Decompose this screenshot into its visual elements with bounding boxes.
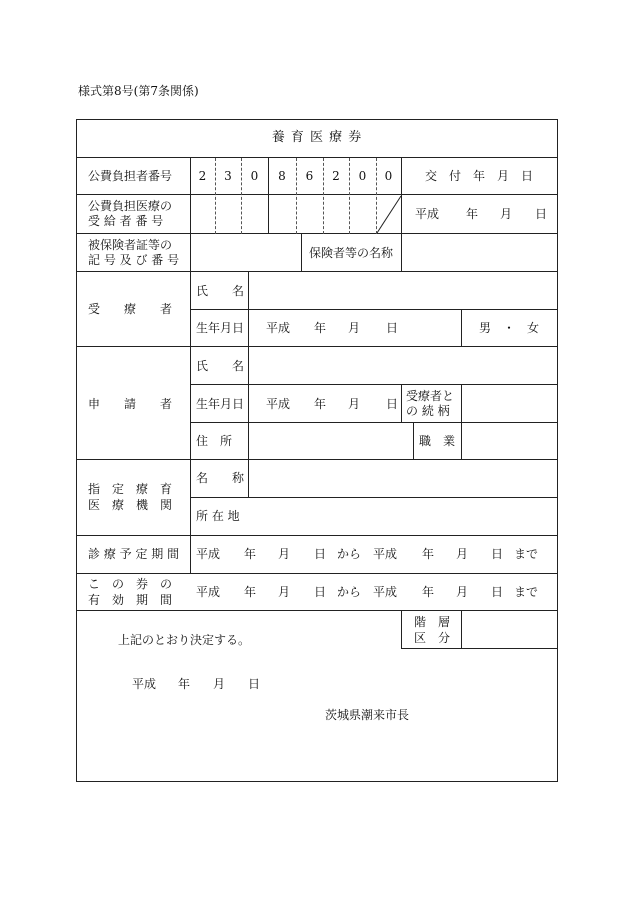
applicant-birth-day: 日 — [386, 397, 399, 411]
applicant-label: 申 請 者 — [88, 397, 173, 411]
issue-date-label: 交 付 年 月 日 — [424, 169, 533, 183]
insured-number-label-2: 記 号 及 び 番 号 — [88, 253, 180, 267]
payer-digit: 0 — [358, 169, 367, 183]
patient-label: 受 療 者 — [88, 302, 173, 316]
tier-label-2: 区 分 — [414, 631, 451, 645]
sched-to-day: 日 — [491, 547, 504, 561]
applicant-name-label: 氏 名 — [196, 359, 245, 373]
payer-digit: 2 — [332, 169, 340, 183]
validity-label: こ の 券 の — [88, 577, 173, 591]
validity-label-2: 有 効 期 間 — [88, 593, 173, 607]
payer-digit: 3 — [224, 169, 232, 183]
tier-label: 階 層 — [414, 615, 451, 629]
valid-to-day: 日 — [491, 585, 504, 599]
sex-options: 男 ・ 女 — [478, 321, 539, 335]
patient-birthdate-label: 生年月日 — [196, 321, 245, 335]
sched-from-month: 月 — [278, 547, 291, 561]
valid-to-year: 年 — [422, 585, 435, 599]
sched-from-year: 年 — [244, 547, 257, 561]
slash-mark — [376, 195, 402, 234]
form-title: 養 育 医 療 券 — [271, 130, 363, 145]
decision-text: 上記のとおり決定する。 — [118, 633, 251, 647]
payer-digit: 0 — [384, 169, 393, 183]
institution-label: 指 定 療 育 — [88, 482, 173, 496]
valid-until-word: まで — [514, 585, 539, 599]
applicant-birth-month: 月 — [348, 397, 361, 411]
institution-label-2: 医 療 機 関 — [88, 498, 173, 512]
issue-date-era: 平成 — [415, 207, 440, 221]
valid-from-day: 日 — [314, 585, 327, 599]
valid-from-year: 年 — [244, 585, 257, 599]
relation-label-2: の 続 柄 — [406, 404, 450, 418]
sched-to-month: 月 — [456, 547, 469, 561]
insured-number-label: 被保険者証等の — [88, 238, 173, 252]
valid-from-word: から — [337, 585, 362, 599]
signature: 茨城県潮来市長 — [325, 708, 410, 722]
decision-date-year: 年 — [178, 677, 191, 691]
decision-date-day: 日 — [248, 677, 261, 691]
insurer-name-label: 保険者等の名称 — [308, 246, 393, 260]
institution-address-label: 所 在 地 — [196, 509, 240, 523]
institution-name-label: 名 称 — [196, 471, 245, 485]
payer-digit: 8 — [278, 169, 286, 183]
occupation-label: 職 業 — [419, 434, 456, 448]
issue-date-month: 月 — [500, 207, 513, 221]
payer-number-label: 公費負担者番号 — [88, 169, 173, 183]
patient-birth-year: 年 — [314, 321, 327, 335]
form-reference: 様式第8号(第7条関係) — [78, 84, 199, 98]
recipient-number-label: 公費負担医療の — [88, 199, 173, 213]
scheduled-period-label: 診 療 予 定 期 間 — [88, 547, 180, 561]
sched-to-era: 平成 — [373, 547, 398, 561]
valid-from-month: 月 — [278, 585, 291, 599]
sched-to-year: 年 — [422, 547, 435, 561]
applicant-birth-year: 年 — [314, 397, 327, 411]
issue-date-day: 日 — [535, 207, 548, 221]
payer-digit: 0 — [250, 169, 259, 183]
sched-from-day: 日 — [314, 547, 327, 561]
patient-birth-era: 平成 — [266, 321, 291, 335]
valid-to-era: 平成 — [373, 585, 398, 599]
patient-name-label: 氏 名 — [196, 284, 245, 298]
valid-to-month: 月 — [456, 585, 469, 599]
patient-birth-day: 日 — [386, 321, 399, 335]
valid-from-era: 平成 — [196, 585, 221, 599]
address-label: 住 所 — [196, 434, 233, 448]
decision-date-month: 月 — [213, 677, 226, 691]
sched-from-era: 平成 — [196, 547, 221, 561]
relation-label: 受療者と — [406, 389, 455, 403]
sched-until-word: まで — [514, 547, 539, 561]
payer-digit: 2 — [198, 169, 207, 183]
patient-birth-month: 月 — [348, 321, 361, 335]
payer-digit: 6 — [305, 169, 314, 183]
recipient-number-label-2: 受 給 者 番 号 — [88, 214, 164, 228]
decision-date-era: 平成 — [132, 677, 157, 691]
issue-date-year: 年 — [466, 207, 479, 221]
sched-from-word: から — [337, 547, 362, 561]
applicant-birth-era: 平成 — [266, 397, 291, 411]
applicant-birthdate-label: 生年月日 — [196, 397, 245, 411]
